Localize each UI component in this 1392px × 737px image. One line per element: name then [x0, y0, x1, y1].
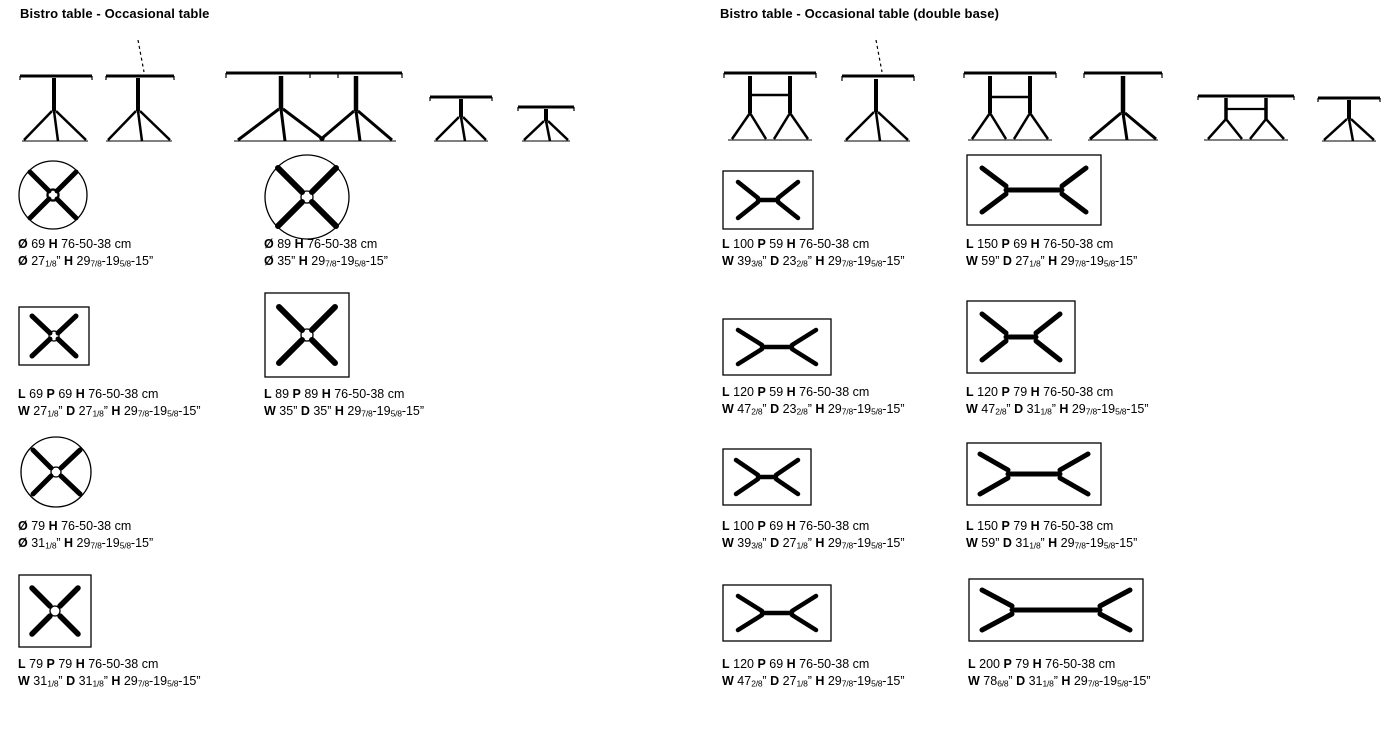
- spec-line-1: L 120 P 79 H 76-50-38 cm: [966, 385, 1114, 399]
- spec-line-2: W 35” D 35” H 297/8-195/8-15”: [264, 404, 425, 419]
- elevation-double-150: [962, 67, 1058, 143]
- caption-double-150x79: [966, 518, 1137, 554]
- plan-round-69: [18, 160, 88, 230]
- spec-line-2: Ø 311/8” H 297/8-195/8-15”: [18, 536, 154, 551]
- spec-line-2: W 786/8” D 311/8” H 297/8-195/8-15”: [968, 674, 1151, 689]
- plan-double-100x69: [722, 448, 812, 506]
- spec-line-1: L 150 P 79 H 76-50-38 cm: [966, 519, 1114, 533]
- plan-double-150x79: [966, 442, 1102, 506]
- plan-double-120x79: [966, 300, 1076, 374]
- left-column-title: Bistro table - Occasional table: [20, 6, 210, 21]
- spec-line-2: W 59” D 311/8” H 297/8-195/8-15”: [966, 536, 1138, 551]
- plan-double-100x59: [722, 170, 814, 230]
- plan-double-120x69: [722, 584, 832, 642]
- caption-double-120x79: [966, 384, 1149, 420]
- spec-line-2: W 472/8” D 311/8” H 297/8-195/8-15”: [966, 402, 1149, 417]
- spec-line-1: Ø 89 H 76-50-38 cm: [264, 237, 378, 251]
- spec-line-1: Ø 79 H 76-50-38 cm: [18, 519, 132, 533]
- caption-square-79: [18, 656, 201, 692]
- elevation-double-low: [1196, 91, 1296, 143]
- plan-double-150x69: [966, 154, 1102, 226]
- spec-line-2: W 472/8” D 271/8” H 297/8-195/8-15”: [722, 674, 905, 689]
- elevation-double-low-b: [1316, 93, 1382, 143]
- elevation-round-69-adjustable: [104, 38, 176, 143]
- spec-line-2: W 271/8” D 271/8” H 297/8-195/8-15”: [18, 404, 201, 419]
- spec-line-2: W 393/8” D 232/8” H 297/8-195/8-15”: [722, 254, 905, 269]
- left-column: [0, 0, 690, 689]
- caption-double-120x69: [722, 656, 905, 692]
- spec-line-1: L 69 P 69 H 76-50-38 cm: [18, 387, 159, 401]
- spec-line-1: L 100 P 59 H 76-50-38 cm: [722, 237, 870, 251]
- caption-round-89: [264, 236, 388, 272]
- right-column-title: Bistro table - Occasional table (double base): [720, 6, 1000, 21]
- elevation-double-100-adjustable: [840, 38, 916, 143]
- spec-line-2: Ø 271/8” H 297/8-195/8-15”: [18, 254, 154, 269]
- elevation-square-89-b: [308, 67, 404, 143]
- plan-round-79: [18, 436, 96, 508]
- spec-line-1: L 120 P 69 H 76-50-38 cm: [722, 657, 870, 671]
- spec-line-1: L 150 P 69 H 76-50-38 cm: [966, 237, 1114, 251]
- spec-line-2: W 472/8” D 232/8” H 297/8-195/8-15”: [722, 402, 905, 417]
- caption-double-100x59: [722, 236, 905, 272]
- caption-double-150x69: [966, 236, 1137, 272]
- plan-square-79: [18, 574, 92, 648]
- spec-line-2: W 59” D 271/8” H 297/8-195/8-15”: [966, 254, 1138, 269]
- plan-double-120x59: [722, 318, 832, 376]
- plan-square-89: [264, 292, 350, 378]
- spec-line-1: Ø 69 H 76-50-38 cm: [18, 237, 132, 251]
- spec-line-1: L 79 P 79 H 76-50-38 cm: [18, 657, 159, 671]
- caption-square-69: [18, 386, 201, 422]
- spec-line-1: L 200 P 79 H 76-50-38 cm: [968, 657, 1116, 671]
- caption-square-89: [264, 386, 424, 422]
- spec-line-1: L 100 P 69 H 76-50-38 cm: [722, 519, 870, 533]
- left-elevation-row: [0, 33, 690, 143]
- caption-round-69: [18, 236, 153, 272]
- right-column: [700, 0, 1392, 689]
- elevation-low-round: [428, 93, 494, 143]
- elevation-double-150-b: [1082, 67, 1164, 143]
- plan-round-89: [264, 154, 350, 240]
- spec-line-2: Ø 35” H 297/8-195/8-15”: [264, 254, 388, 269]
- spec-line-2: W 311/8” D 311/8” H 297/8-195/8-15”: [18, 674, 201, 689]
- plan-square-69: [18, 306, 90, 366]
- plan-double-200x79: [968, 578, 1144, 642]
- spec-line-2: W 393/8” D 271/8” H 297/8-195/8-15”: [722, 536, 905, 551]
- caption-double-120x59: [722, 384, 905, 420]
- elevation-round-69: [18, 71, 94, 143]
- spec-line-1: L 120 P 59 H 76-50-38 cm: [722, 385, 870, 399]
- spec-line-1: L 89 P 89 H 76-50-38 cm: [264, 387, 405, 401]
- right-elevation-row: [700, 33, 1392, 143]
- caption-round-79: [18, 518, 153, 554]
- caption-double-100x69: [722, 518, 905, 554]
- caption-double-200x79: [968, 656, 1151, 692]
- elevation-double-100: [722, 67, 818, 143]
- elevation-low-round-b: [516, 103, 576, 143]
